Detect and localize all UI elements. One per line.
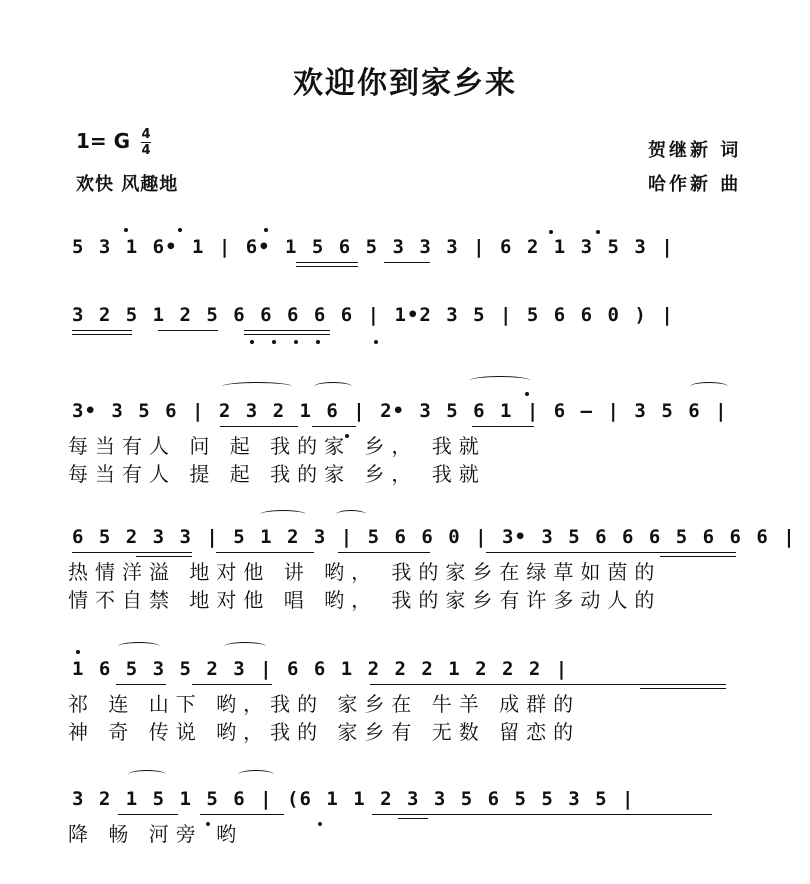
page-title: 欢迎你到家乡来 <box>293 66 517 101</box>
staff-2-notes: 3 2 5 1 2 5 6 6 6 6 6 | 1•2 3 5 | 5 6 6 0 ) | <box>72 304 674 326</box>
staff-3-lyrics-verse2: 每当有人 提 起 我的家 乡， 我就 <box>68 462 486 486</box>
time-signature <box>141 128 151 157</box>
time-signature-top: 4 <box>141 127 151 142</box>
staff-4-lyrics-verse2: 情不自禁 地对他 唱 哟， 我的家乡有许多动人的 <box>68 588 662 612</box>
staff-1-notes: 5 3 1 6• 1 | 6• 1 5 6 5 3 3 3 | 6 2 1 3 5 3 | <box>72 236 674 258</box>
tempo-marking: 欢快 风趣地 <box>76 174 179 195</box>
staff-3-lyrics-verse1: 每当有人 问 起 我的家 乡， 我就 <box>68 434 486 458</box>
lyricist-credit: 贺继新 词 <box>648 140 742 161</box>
time-signature-bottom: 4 <box>141 143 151 158</box>
composer-credit: 哈作新 曲 <box>648 174 742 195</box>
staff-5-lyrics-verse1: 祁 连 山下 哟，我的 家乡在 牛羊 成群的 <box>68 692 581 716</box>
key-label: 1= G <box>76 129 131 153</box>
staff-4-notes: 6 5 2 3 3 | 5 1 2 3 | 5 6 6 0 | 3• 3 5 6 6 6 5 6 6 6 | <box>72 526 796 548</box>
staff-4-lyrics-verse1: 热情洋溢 地对他 讲 哟， 我的家乡在绿草如茵的 <box>68 560 662 584</box>
staff-5-lyrics-verse2: 神 奇 传说 哟，我的 家乡有 无数 留恋的 <box>68 720 581 744</box>
key-signature <box>76 128 151 157</box>
staff-6-lyrics-verse1: 降 畅 河旁 哟 <box>68 822 244 846</box>
staff-6-notes: 3 2 1 5 1 5 6 | (6 1 1 2 3 3 5 6 5 5 3 5 | <box>72 788 635 810</box>
staff-5-notes: 1 6 5 3 5 2 3 | 6 6 1 2 2 2 1 2 2 2 | <box>72 658 569 680</box>
staff-3-notes: 3• 3 5 6 | 2 3 2 1 6 | 2• 3 5 6 1 | 6 — | 3 5 6 | <box>72 400 728 422</box>
